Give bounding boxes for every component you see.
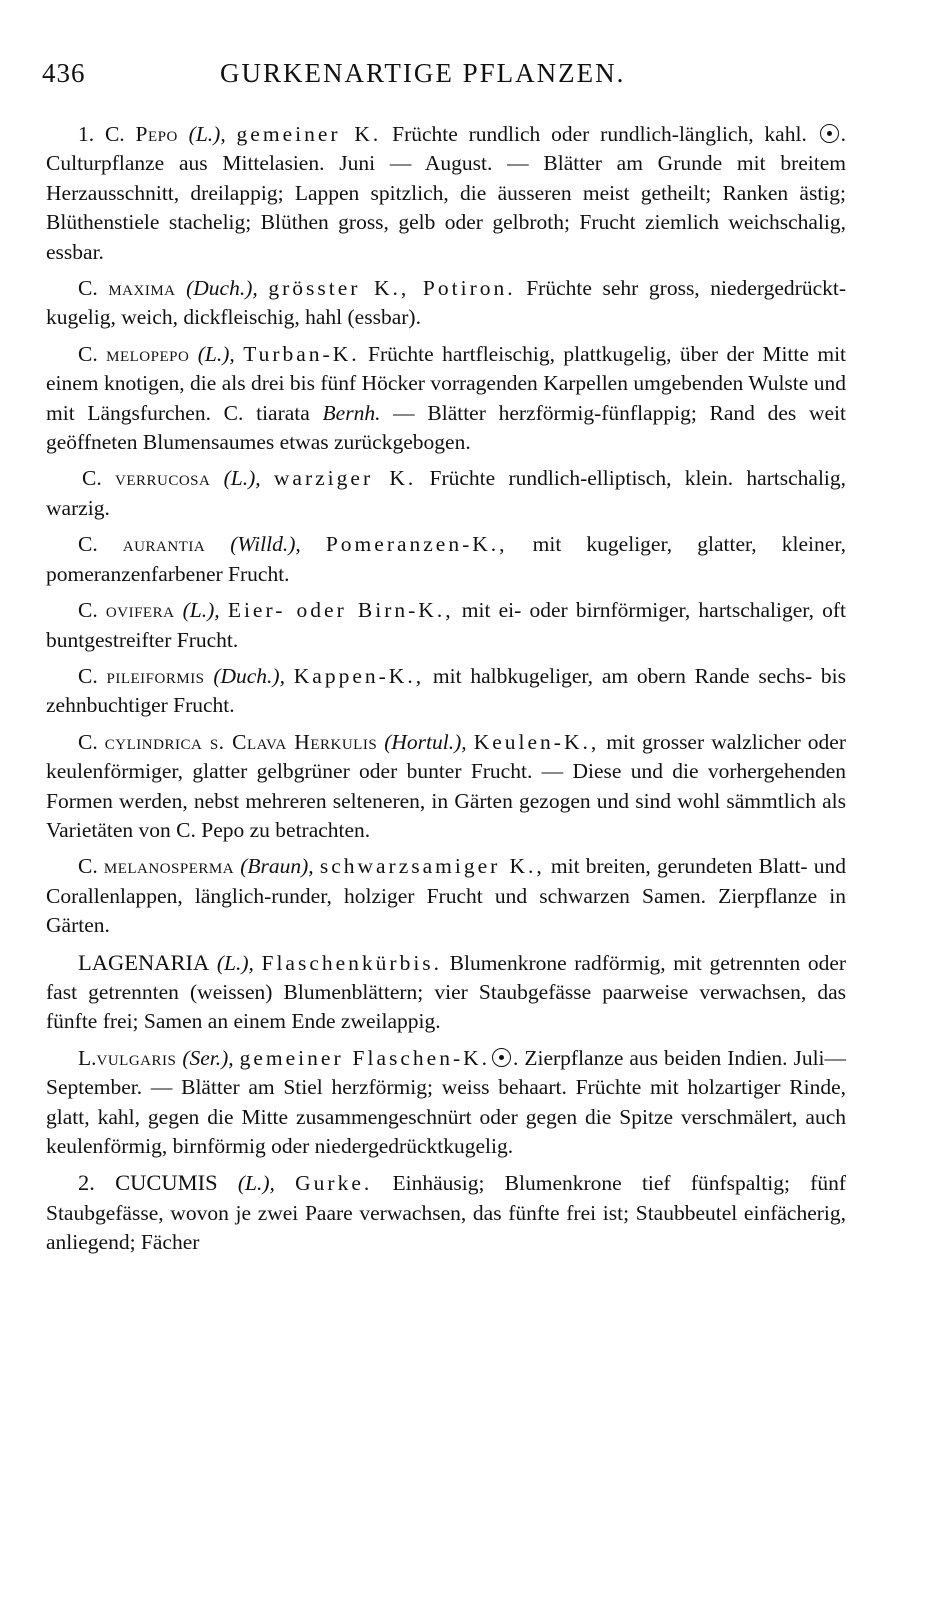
genus-abbrev: C. [78, 854, 98, 879]
page-header [42, 58, 842, 98]
common-name: Gurke. [295, 1171, 373, 1196]
common-name: gemeiner K. [236, 122, 382, 146]
authority: (Hortul.), [384, 729, 467, 754]
authority: (L.), [216, 950, 254, 975]
description: mit ei- oder birnförmiger, hartschaliger, oft buntgestreifter Frucht. [46, 598, 847, 652]
species-name: Pepo [135, 122, 178, 146]
species-name: maxima [108, 276, 176, 301]
genus-name: LAGENARIA [78, 949, 210, 975]
genus-abbrev: C. [78, 598, 98, 623]
species-name: melanosperma [103, 854, 235, 879]
common-name: Kappen-K., [293, 663, 425, 688]
common-name: schwarzsamiger K., [319, 854, 545, 879]
genus-abbrev: L. [78, 1045, 97, 1070]
genus-abbrev: C. [78, 276, 98, 301]
authority: (Duch.), [213, 663, 285, 688]
entry-cucurbita-cylindrica [46, 728, 846, 846]
description: Einhäusig; Blumenkrone tief fünfspaltig; fünf Staubgefässe, wovon je zwei Paare verwachsen, das fünfte frei ist; Staubbeutel einfächerig, anliegend; Fächer [46, 1171, 846, 1255]
description: Früchte rundlich-elliptisch, klein. hartschalig, warzig. [46, 466, 847, 520]
species-name: pileiformis [106, 663, 205, 688]
genus-abbrev: C. [78, 532, 98, 557]
entry-cucurbita-pepo [46, 120, 846, 267]
description: mit breiten, gerundeten Blatt- und Corallenlappen, länglich-runder, holziger Frucht und schwarzen Samen. Zierpflanze in Gärten. [46, 854, 846, 938]
entry-cucurbita-aurantia [46, 530, 846, 589]
authority: (L.), [237, 1171, 275, 1196]
description: Früchte hartfleischig, plattkugelig, über der Mitte mit einem knotigen, die als drei bis fünf Höcker vorragenden Karpellen umgebenden Wulste und mit Längsfurchen. C. tiarata [46, 341, 847, 425]
description: . Zierpflanze aus beiden Indien. Juli—September. — Blätter am Stiel herzförmig; weiss behaart. Früchte mit holzartiger Rinde, glatt, kahl, gegen die Mitte zusammengeschnürt oder gegen die Spitze verschmälert, auch keulenförmig, birnförmig oder niedergedrücktkugelig. [46, 1045, 847, 1158]
entry-cucurbita-pileiformis [46, 662, 846, 721]
species-name: melopepo [106, 341, 190, 366]
genus-name: CUCUMIS [115, 1170, 218, 1196]
entry-cucurbita-melanosperma [46, 852, 846, 940]
description: Früchte sehr gross, niedergedrückt-kugelig, weich, dickfleischig, hahl (essbar). [46, 276, 846, 330]
genus-abbrev: C. [82, 466, 102, 491]
common-name: grösster K., Potiron. [268, 276, 516, 301]
genus-abbrev: C. [78, 729, 98, 754]
authority: (Willd.), [230, 532, 301, 557]
entry-cucurbita-maxima [46, 274, 846, 333]
species-name: verrucosa [114, 466, 211, 491]
genus-abbrev: C. [78, 663, 98, 688]
genus-abbrev: C. [78, 341, 98, 366]
entry-number: 1. [78, 122, 95, 146]
running-head: GURKENARTIGE PFLANZEN. [220, 58, 626, 88]
page-number: 436 [42, 58, 86, 88]
authority: (L.), [188, 122, 226, 146]
species-name: cylindrica s. Clava Herkulis [104, 729, 378, 754]
description: mit halbkugeliger, am obern Rande sechs- bis zehnbuchtiger Frucht. [46, 663, 847, 718]
common-name: gemeiner Flaschen-K. [239, 1045, 491, 1070]
entry-cucumis [46, 1168, 846, 1257]
entry-lagenaria-vulgaris [46, 1044, 846, 1162]
genus-abbrev: C. [104, 122, 125, 146]
entry-cucurbita-melopepo [46, 340, 846, 458]
common-name: Pomeranzen-K., [325, 532, 508, 557]
description: mit grosser walzlicher oder keulenförmiger, glatter gelbgrüner oder bunter Frucht. — Diese und die vorhergehenden Formen werden, nebst mehreren selteneren, in Gärten gezogen und sind wohl sämmtlich als Varietäten von C. Pepo zu betrachten. [46, 729, 846, 842]
authority: (L.), [197, 341, 235, 366]
common-name: Flaschenkürbis. [261, 950, 443, 975]
page-body [46, 120, 846, 1265]
entry-number: 2. [78, 1170, 95, 1196]
entry-cucurbita-ovifera [46, 596, 846, 655]
authority: (L.), [182, 598, 220, 623]
description: mit kugeliger, glatter, kleiner, pomeranzenfarbener Frucht. [46, 532, 846, 586]
synonym-authority: Bernh. [322, 400, 381, 425]
annual-symbol-icon [820, 124, 839, 143]
authority: (L.), [223, 466, 261, 491]
annual-symbol-icon [492, 1048, 511, 1067]
species-name: ovifera [105, 598, 175, 623]
authority: (Ser.), [182, 1045, 234, 1070]
common-name: Keulen-K., [473, 729, 600, 754]
common-name: warziger K. [273, 466, 417, 491]
description-cont: — Blätter herzförmig-fünflappig; Rand des weit geöffneten Blumensaumes etwas zurückgebogen. [46, 400, 846, 455]
description-cont: . Culturpflanze aus Mittelasien. Juni — August. — Blätter am Grunde mit breitem Herzausschnitt, dreilappig; Lappen spitzlich, die äusseren meist getheilt; Ranken ästig; Blüthenstiele stachelig; Blüthen gross, gelb oder gelbroth; Frucht ziemlich weichschalig, essbar. [46, 122, 847, 264]
description: Blumenkrone radförmig, mit getrennten oder fast getrennten (weissen) Blumenblättern; vier Staubgefässe paarweise verwachsen, das fünfte frei; Samen an einem Ende zweilappig. [46, 950, 847, 1034]
authority: (Braun), [240, 854, 314, 879]
species-name: vulgaris [96, 1045, 177, 1070]
description: Früchte rundlich oder rundlich-länglich, kahl. [381, 122, 818, 146]
entry-lagenaria [46, 948, 846, 1037]
species-name: aurantia [122, 532, 206, 557]
entry-cucurbita-verrucosa [46, 464, 846, 523]
common-name: Turban-K. [243, 341, 360, 366]
common-name: Eier- oder Birn-K., [227, 598, 454, 623]
authority: (Duch.), [186, 276, 258, 301]
